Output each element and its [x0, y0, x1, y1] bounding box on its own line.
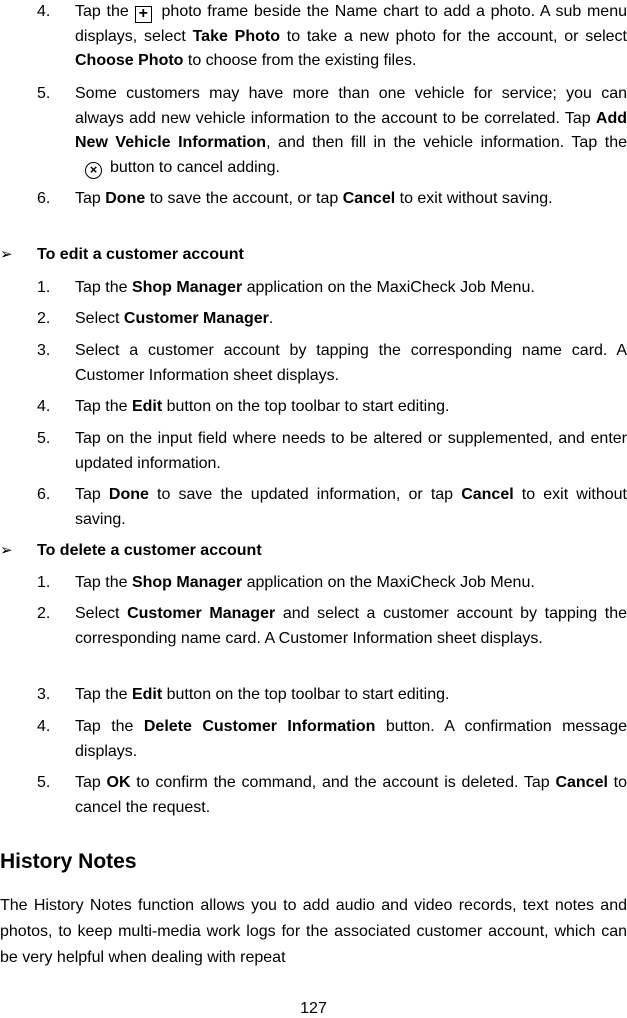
add-photo-frame-icon: +: [135, 6, 152, 23]
edit-step-4-text: Tap the Edit button on the top toolbar to start editing.: [75, 398, 450, 415]
edit-bullet-icon: ➢: [0, 246, 13, 263]
section-paragraph: The History Notes function allows you to add audio and video records, text notes and photos, to keep multi-media work logs for the associated customer account, which can be very helpful when dealing with repeat: [0, 897, 627, 966]
delete-bullet-icon: ➢: [0, 542, 13, 559]
step-6-number: 6.: [37, 190, 51, 207]
step-6-text: Tap Done to save the account, or tap Cancel to exit without saving.: [75, 190, 553, 207]
edit-step-3-text: Select a customer account by tapping the corresponding name card. A Customer Information sheet displays.: [75, 342, 627, 384]
delete-step-5-number: 5.: [37, 774, 51, 791]
delete-step-2-text: Select Customer Manager and select a customer account by tapping the corresponding name card. A Customer Information sheet displays.: [75, 605, 627, 647]
delete-step-4-number: 4.: [37, 718, 51, 735]
delete-step-5-text: Tap OK to confirm the command, and the account is deleted. Tap Cancel to cancel the request.: [75, 774, 627, 816]
delete-step-3-number: 3.: [37, 686, 51, 703]
edit-step-5-text: Tap on the input field where needs to be altered or supplemented, and enter updated information.: [75, 430, 627, 472]
edit-step-3-number: 3.: [37, 342, 51, 359]
edit-step-1-text: Tap the Shop Manager application on the MaxiCheck Job Menu.: [75, 279, 535, 296]
edit-step-2-text: Select Customer Manager.: [75, 310, 274, 327]
edit-step-4-number: 4.: [37, 398, 51, 415]
edit-step-1-number: 1.: [37, 279, 51, 296]
step-4-text: Tap the + photo frame beside the Name chart to add a photo. A sub menu displays, select Take Photo to take a new photo for the account, or select Choose Photo to choose from the existing files.: [75, 3, 627, 69]
delete-step-3-text: Tap the Edit button on the top toolbar to start editing.: [75, 686, 450, 703]
step-4-number: 4.: [37, 3, 51, 20]
page-number: 127: [300, 1000, 327, 1017]
edit-step-6-number: 6.: [37, 486, 51, 503]
edit-step-2-number: 2.: [37, 310, 51, 327]
delete-step-1-number: 1.: [37, 574, 51, 591]
delete-heading: To delete a customer account: [37, 542, 262, 559]
delete-step-1-text: Tap the Shop Manager application on the MaxiCheck Job Menu.: [75, 574, 535, 591]
delete-step-4-text: Tap the Delete Customer Information button. A confirmation message displays.: [75, 718, 627, 760]
step-5-text: Some customers may have more than one vehicle for service; you can always add new vehicle information to the account to be correlated. Tap Add New Vehicle Information, and then fill in the vehicle information. Tap the× button to cancel adding.: [75, 85, 627, 177]
delete-step-2-number: 2.: [37, 605, 51, 622]
step-5-number: 5.: [37, 85, 51, 102]
edit-heading: To edit a customer account: [37, 246, 244, 263]
cancel-circle-x-icon: ×: [85, 162, 102, 179]
edit-step-6-text: Tap Done to save the updated information, or tap Cancel to exit without saving.: [75, 486, 627, 528]
section-title: History Notes: [0, 850, 137, 873]
edit-step-5-number: 5.: [37, 430, 51, 447]
